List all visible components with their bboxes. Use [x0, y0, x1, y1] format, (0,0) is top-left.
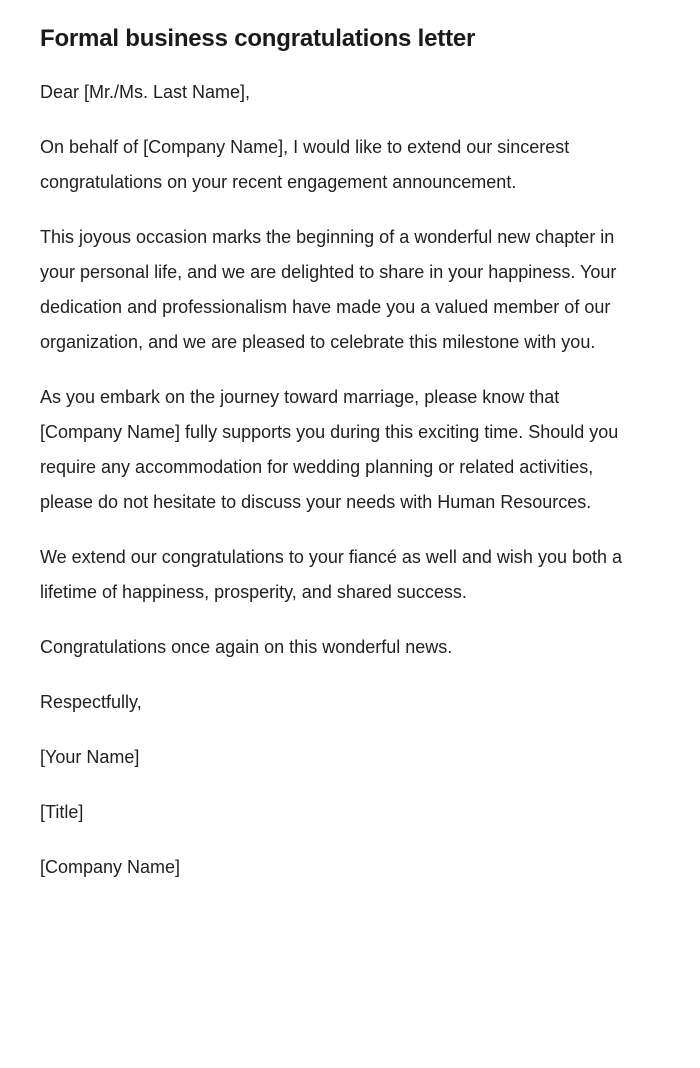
letter-paragraph-4: We extend our congratulations to your fiancé as well and wish you both a lifetime of happiness, prosperity, and shared success.: [40, 547, 623, 603]
letter-salutation: Dear [Mr./Ms. Last Name],: [40, 82, 251, 103]
signature-your-name: [Your Name]: [40, 747, 140, 768]
signature-title: [Title]: [40, 802, 84, 823]
letter-paragraph-2: This joyous occasion marks the beginning of a wonderful new chapter in your personal life, and we are delighted to share in your happiness. Your dedication and professionalism have made you a valued member of our organization, and we are pleased to celebrate this milestone with you.: [40, 227, 617, 353]
letter-paragraph-5: Congratulations once again on this wonderful news.: [40, 637, 453, 658]
page-title: Formal business congratulations letter: [40, 25, 476, 52]
letter-paragraph-1: On behalf of [Company Name], I would like to extend our sincerest congratulations on your recent engagement announcement.: [40, 137, 570, 193]
signature-company-name: [Company Name]: [40, 857, 181, 878]
letter-paragraph-3: As you embark on the journey toward marriage, please know that [Company Name] fully supports you during this exciting time. Should you require any accommodation for wedding planning or related activities, please do not hesitate to discuss your needs with Human Resources.: [40, 387, 619, 513]
letter-closing: Respectfully,: [40, 692, 142, 713]
letter-body: [40, 75, 640, 885]
